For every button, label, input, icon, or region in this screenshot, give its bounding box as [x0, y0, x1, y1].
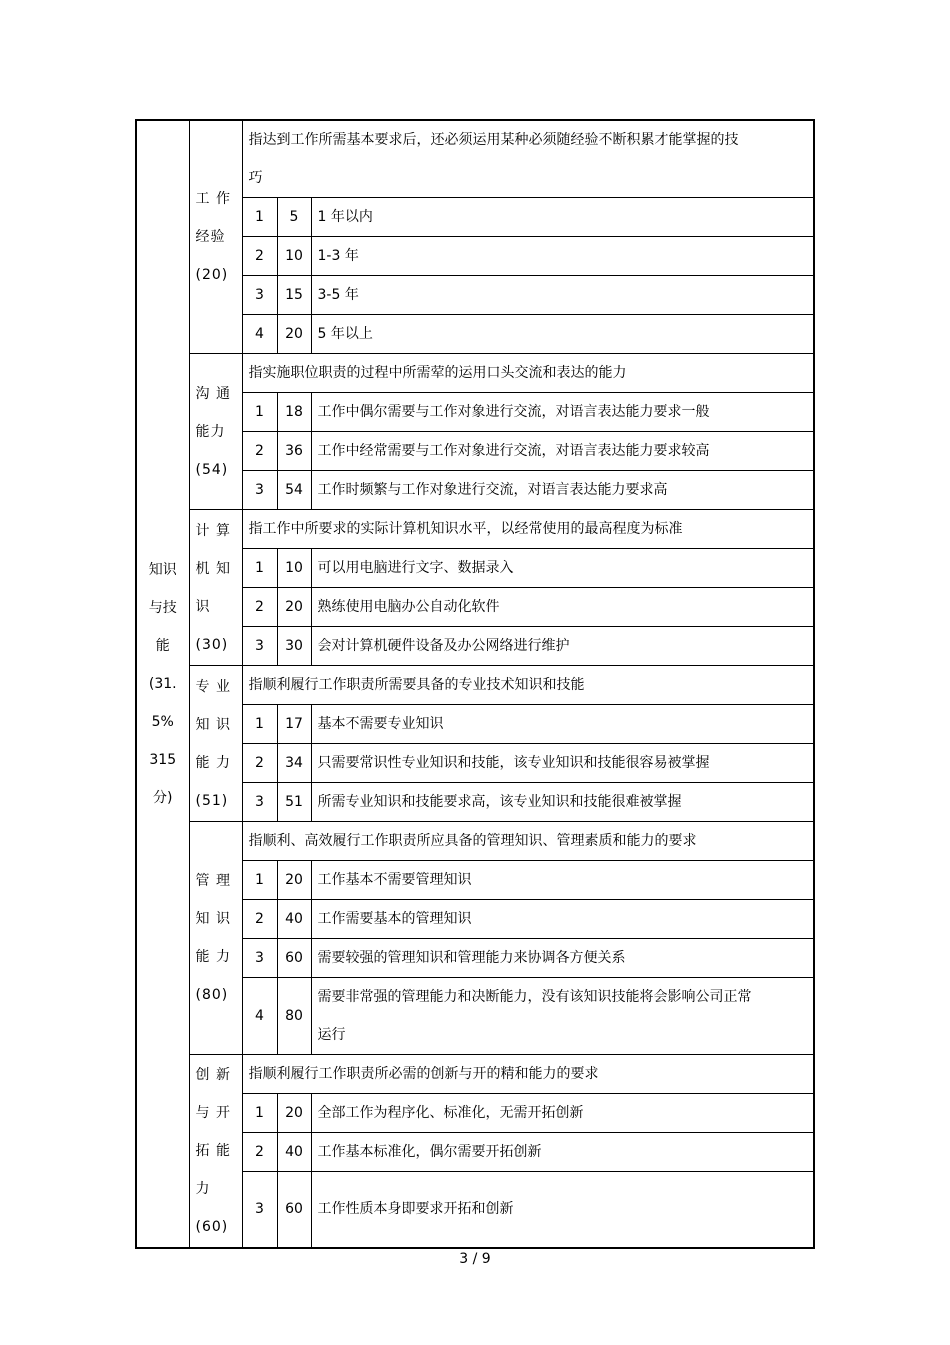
category-name-line: 知 识: [195, 716, 231, 733]
level-score: 10: [277, 549, 311, 588]
level-score: 40: [277, 900, 311, 939]
category-name-line: 能力: [195, 423, 226, 440]
level-description: 工作基本标准化，偶尔需要开拓创新: [311, 1133, 814, 1172]
category-definition: 指顺利履行工作职责所必需的创新与开的精和能力的要求: [242, 1055, 814, 1094]
category-name-line: 计 算: [195, 522, 231, 539]
category-name: [189, 666, 242, 822]
level-description: 需要较强的管理知识和管理能力来协调各方便关系: [311, 939, 814, 978]
level-score: 60: [277, 1172, 311, 1248]
category-name: [189, 822, 242, 1055]
category-name-line: 经验: [195, 229, 226, 245]
level-number: 1: [242, 861, 277, 900]
section-label-line: 能: [155, 637, 170, 654]
level-number: 1: [242, 393, 277, 432]
level-number: 2: [242, 900, 277, 939]
category-name-line: 知 识: [195, 911, 231, 927]
level-score: 20: [277, 315, 311, 354]
category-name-line: (20): [195, 267, 229, 283]
category-name: [189, 510, 242, 666]
category-name-line: (80): [195, 987, 229, 1003]
level-description: 工作中偶尔需要与工作对象进行交流，对语言表达能力要求一般: [311, 393, 814, 432]
level-description: 熟练使用电脑办公自动化软件: [311, 588, 814, 627]
level-description: 工作中经常需要与工作对象进行交流，对语言表达能力要求较高: [311, 432, 814, 471]
level-number: 2: [242, 432, 277, 471]
category-definition: 指顺利履行工作职责所需要具备的专业技术知识和技能: [242, 666, 814, 705]
level-number: 2: [242, 588, 277, 627]
category-name-line: 机 知: [195, 560, 231, 577]
level-number: 1: [242, 705, 277, 744]
evaluation-table: [135, 119, 815, 1249]
level-description: 工作性质本身即要求开拓和创新: [311, 1172, 814, 1248]
level-number: 2: [242, 744, 277, 783]
category-name-line: 工 作: [195, 191, 231, 207]
level-score: 54: [277, 471, 311, 510]
section-label: [136, 120, 189, 1248]
level-number: 4: [242, 315, 277, 354]
category-name-line: 能 力: [195, 949, 231, 965]
level-description: 全部工作为程序化、标准化，无需开拓创新: [311, 1094, 814, 1133]
level-number: 3: [242, 471, 277, 510]
category-definition-row: [136, 666, 814, 705]
category-name-line: 专 业: [195, 678, 231, 695]
level-score: 30: [277, 627, 311, 666]
level-description: 所需专业知识和技能要求高，该专业知识和技能很难被掌握: [311, 783, 814, 822]
category-name-line: 与 开: [195, 1104, 231, 1121]
category-definition: 指达到工作所需基本要求后，还必须运用某种必须随经验不断积累才能掌握的技巧: [242, 120, 814, 198]
level-number: 3: [242, 627, 277, 666]
level-score: 40: [277, 1133, 311, 1172]
level-description: 只需要常识性专业知识和技能，该专业知识和技能很容易被掌握: [311, 744, 814, 783]
level-description: 工作基本不需要管理知识: [311, 861, 814, 900]
section-label-line: 5%: [151, 713, 174, 730]
level-description: 可以用电脑进行文字、数据录入: [311, 549, 814, 588]
category-name-line: 力: [195, 1180, 211, 1197]
level-number: 2: [242, 237, 277, 276]
level-number: 1: [242, 198, 277, 237]
category-name-line: (51): [195, 792, 229, 809]
section-label-line: 知识: [148, 561, 177, 578]
level-description: 需要非常强的管理能力和决断能力，没有该知识技能将会影响公司正常运行: [311, 978, 814, 1055]
category-definition: 指顺利、高效履行工作职责所应具备的管理知识、管理素质和能力的要求: [242, 822, 814, 861]
level-score: 51: [277, 783, 311, 822]
level-score: 20: [277, 588, 311, 627]
category-name-line: 管 理: [195, 873, 231, 889]
level-description: 会对计算机硬件设备及办公网络进行维护: [311, 627, 814, 666]
level-number: 3: [242, 276, 277, 315]
level-description: 基本不需要专业知识: [311, 705, 814, 744]
page-indicator: 3 / 9: [459, 1251, 491, 1267]
level-description: 工作需要基本的管理知识: [311, 900, 814, 939]
level-score: 34: [277, 744, 311, 783]
level-score: 17: [277, 705, 311, 744]
level-score: 80: [277, 978, 311, 1055]
category-name: [189, 354, 242, 510]
category-definition-row: [136, 510, 814, 549]
level-description: 1 年以内: [311, 198, 814, 237]
level-score: 15: [277, 276, 311, 315]
level-score: 10: [277, 237, 311, 276]
category-name-line: (30): [195, 636, 229, 653]
category-name-line: 能 力: [195, 754, 231, 771]
level-number: 3: [242, 783, 277, 822]
level-description: 1-3 年: [311, 237, 814, 276]
category-definition-row: [136, 1055, 814, 1094]
section-label-line: 与技: [148, 599, 177, 616]
category-name-line: 沟 通: [195, 385, 231, 402]
category-name-line: (54): [195, 461, 229, 478]
section-label-line: 315: [149, 751, 177, 768]
category-definition-row: [136, 120, 814, 198]
category-name: [189, 1055, 242, 1248]
category-name-line: 创 新: [195, 1066, 231, 1083]
category-name-line: 拓 能: [195, 1142, 231, 1159]
level-number: 4: [242, 978, 277, 1055]
category-definition-row: [136, 822, 814, 861]
level-score: 36: [277, 432, 311, 471]
level-score: 20: [277, 1094, 311, 1133]
level-number: 2: [242, 1133, 277, 1172]
category-name: [189, 120, 242, 354]
category-definition: 指实施职位职责的过程中所需荤的运用口头交流和表达的能力: [242, 354, 814, 393]
level-score: 20: [277, 861, 311, 900]
category-definition: 指工作中所要求的实际计算机知识水平，以经常使用的最高程度为标准: [242, 510, 814, 549]
section-label-line: (31.: [148, 675, 177, 692]
level-description: 5 年以上: [311, 315, 814, 354]
level-number: 3: [242, 1172, 277, 1248]
section-label-line: 分): [153, 789, 173, 806]
category-definition-row: [136, 354, 814, 393]
evaluation-table-body: [136, 120, 814, 1248]
category-name-line: 识: [195, 598, 211, 615]
level-number: 1: [242, 1094, 277, 1133]
level-description: 工作时频繁与工作对象进行交流，对语言表达能力要求高: [311, 471, 814, 510]
category-name-line: (60): [195, 1218, 229, 1235]
level-description: 3-5 年: [311, 276, 814, 315]
level-number: 3: [242, 939, 277, 978]
level-number: 1: [242, 549, 277, 588]
level-score: 60: [277, 939, 311, 978]
level-score: 18: [277, 393, 311, 432]
level-score: 5: [277, 198, 311, 237]
